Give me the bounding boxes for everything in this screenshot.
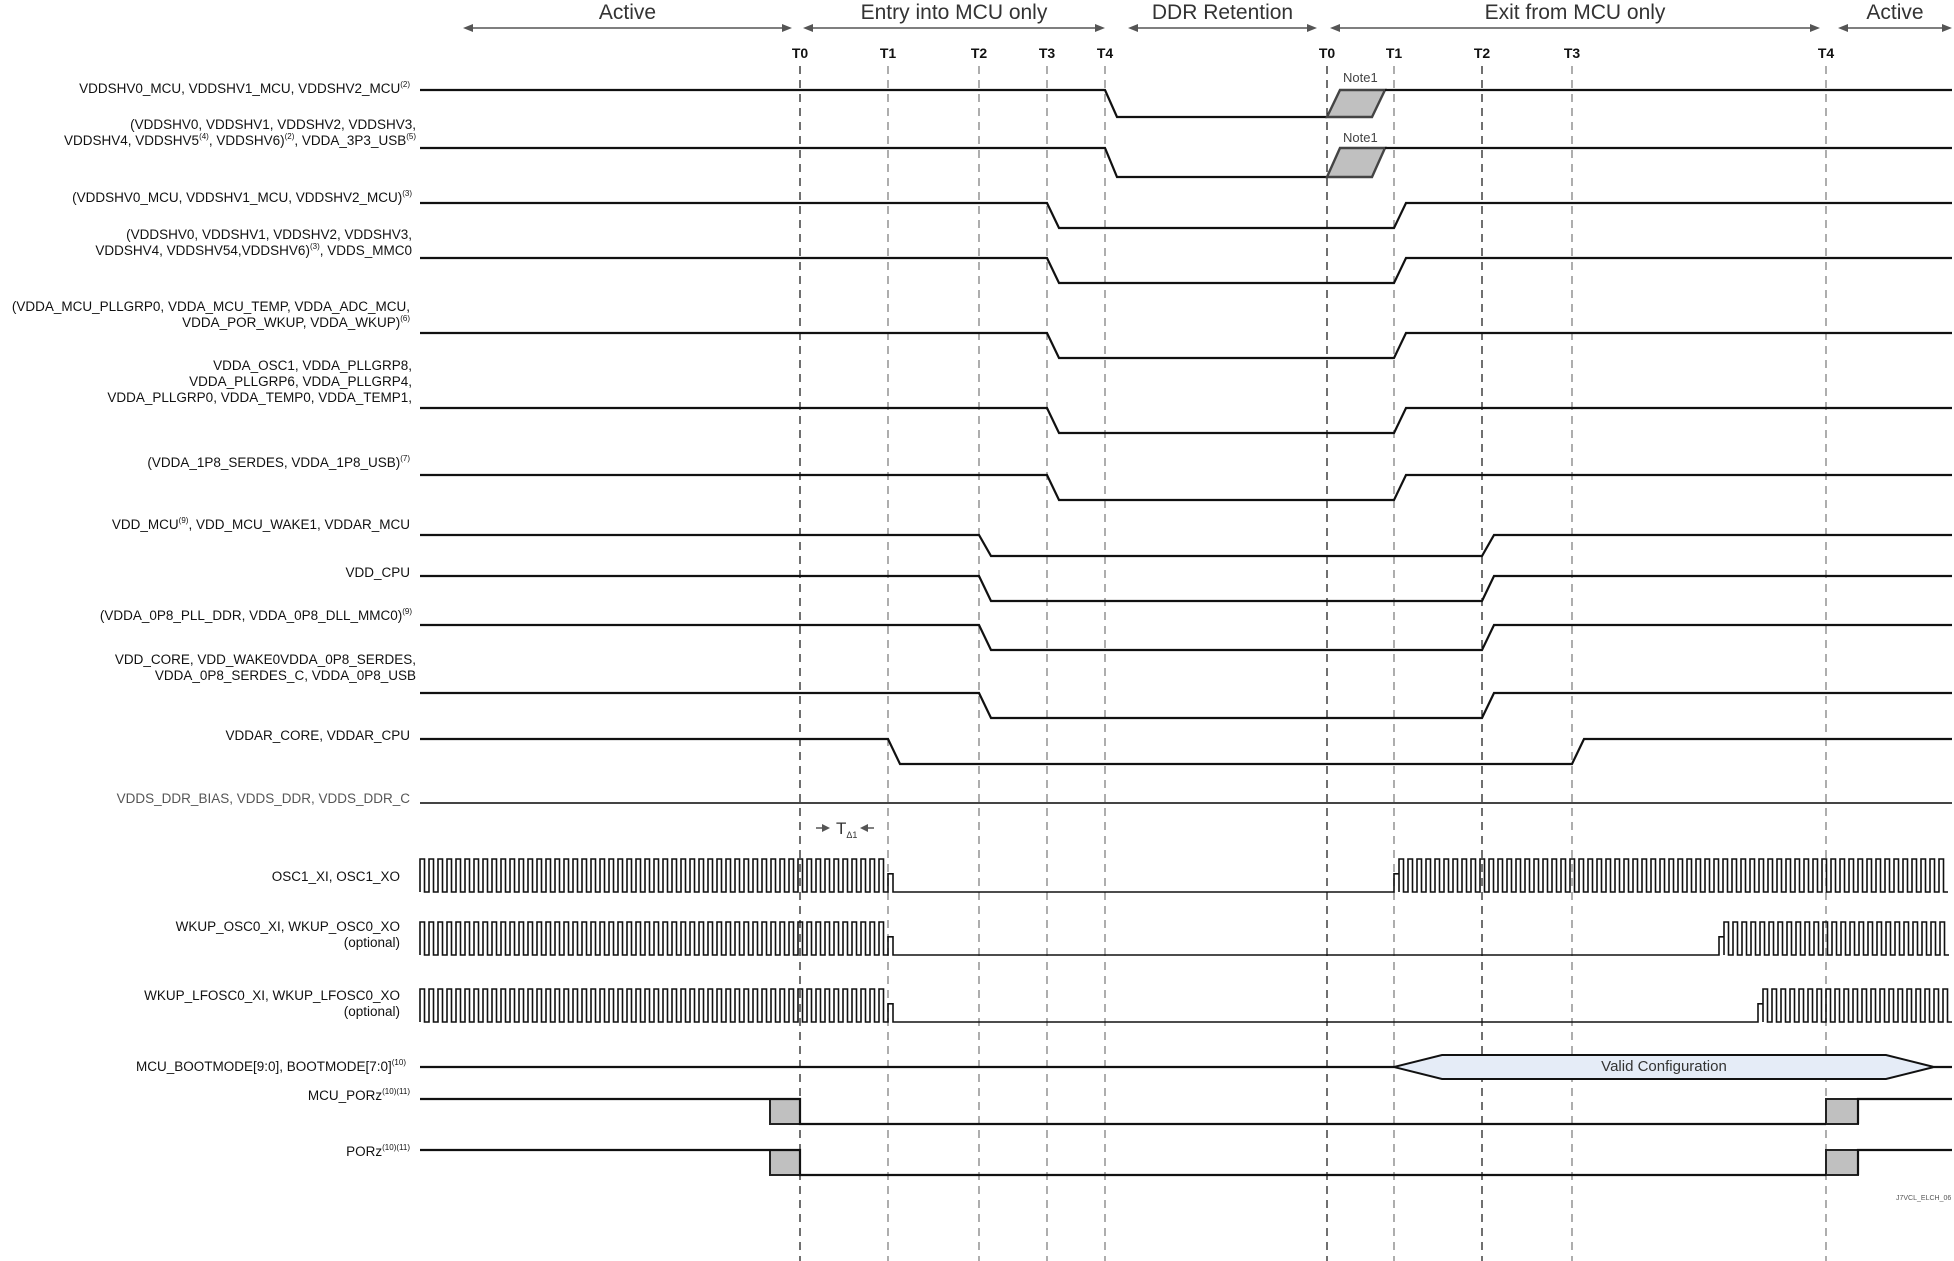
waveform-5	[420, 408, 1952, 433]
signal-label-vdd-core-line1: VDD_CORE, VDD_WAKE0VDDA_0P8_SERDES,	[114, 652, 416, 667]
reset-transition-box	[1826, 1150, 1858, 1175]
signal-label-vdds-ddr: VDDS_DDR_BIAS, VDDS_DDR, VDDS_DDR_C	[116, 791, 410, 806]
signal-label-vddshv-3-line1: (VDDSHV0, VDDSHV1, VDDSHV2, VDDSHV3,	[126, 227, 412, 242]
arrow-right-icon	[822, 824, 830, 832]
time-marker-t2: T2	[1473, 45, 1491, 61]
note1-region	[1327, 148, 1385, 177]
signal-label-wkup-osc0-line2: (optional)	[343, 935, 400, 950]
reset-transition-box	[770, 1099, 800, 1124]
signal-label-porz: PORz$^{(10)(11)}$	[346, 1143, 410, 1159]
waveform-17	[420, 1099, 1952, 1124]
time-marker-t0: T0	[791, 45, 809, 61]
signal-label-vdd-mcu: VDD_MCU$^{(9)}$, VDD_MCU_WAKE1, VDDAR_MCU	[111, 516, 410, 532]
waveform-1	[420, 148, 1952, 177]
signal-label-wkup-lfosc0-line2: (optional)	[343, 1004, 400, 1019]
signal-label-wkup-osc0-line1: WKUP_OSC0_XI, WKUP_OSC0_XO	[175, 919, 400, 934]
reset-transition-box	[1826, 1099, 1858, 1124]
figure-id: J7VCL_ELCH_06	[1896, 1195, 1952, 1202]
signal-label-bootmode: MCU_BOOTMODE[9:0], BOOTMODE[7:0]$^{(10)}$	[135, 1058, 406, 1074]
arrow-right-icon	[1942, 24, 1952, 32]
waveform-7	[420, 535, 1952, 556]
waveform-13	[420, 859, 1948, 892]
waveform-2	[420, 203, 1952, 228]
arrow-left-icon	[1330, 24, 1340, 32]
time-marker-t1: T1	[1385, 45, 1403, 61]
signal-label-vdda-osc-line1: VDDA_OSC1, VDDA_PLLGRP8,	[213, 358, 412, 373]
signal-label-vdd-cpu: VDD_CPU	[345, 565, 410, 580]
time-marker-t3: T3	[1563, 45, 1581, 61]
signal-label-vddshv-3-line2: VDDSHV4, VDDSHV54,VDDSHV6)$^{(3)}$, VDDS_MMC0	[95, 242, 412, 258]
phase-arrows	[463, 1, 1952, 32]
note1-label-bottom: Note1	[1343, 130, 1378, 145]
waveform-4	[420, 333, 1952, 358]
signal-label-vdda-0p8: (VDDA_0P8_PLL_DDR, VDDA_0P8_DLL_MMC0)$^{(9)}$	[99, 607, 412, 623]
signal-label-osc1: OSC1_XI, OSC1_XO	[271, 869, 400, 884]
phase-label-4: Active	[1866, 1, 1924, 24]
arrow-right-icon	[1095, 24, 1105, 32]
signal-labels	[12, 80, 416, 1159]
time-marker-t3: T3	[1038, 45, 1056, 61]
arrow-left-icon	[463, 24, 473, 32]
signal-label-vddshv-line1: (VDDSHV0, VDDSHV1, VDDSHV2, VDDSHV3,	[130, 117, 416, 132]
phase-label-0: Active	[598, 1, 657, 24]
signal-label-mcu-porz: MCU_PORz$^{(10)(11)}$	[307, 1087, 410, 1103]
signal-label-vdda-mcu-line1: (VDDA_MCU_PLLGRP0, VDDA_MCU_TEMP, VDDA_ADC_MCU,	[11, 299, 410, 314]
waveforms	[420, 90, 1952, 1175]
arrow-left-icon	[1128, 24, 1138, 32]
t-delta1-marker	[816, 819, 874, 840]
time-marker-t4: T4	[1096, 45, 1114, 61]
phase-label-1: Entry into MCU only	[860, 1, 1048, 24]
waveform-6	[420, 475, 1952, 500]
signal-label-vdd-core-line2: VDDA_0P8_SERDES_C, VDDA_0P8_USB	[154, 668, 416, 683]
signal-label-vddshv-line2: VDDSHV4, VDDSHV5$^{(4)}$, VDDSHV6)$^{(2)}$, VDDA_3P3_USB$^{(5)}$	[64, 132, 416, 148]
signal-label-vdda-osc-line2: VDDA_PLLGRP6, VDDA_PLLGRP4,	[189, 374, 412, 389]
waveform-10	[420, 693, 1952, 718]
note1-label-top: Note1	[1343, 70, 1378, 85]
signal-label-vdda-osc-line3: VDDA_PLLGRP0, VDDA_TEMP0, VDDA_TEMP1,	[107, 390, 412, 405]
waveform-15	[420, 989, 1952, 1022]
phase-label-2: DDR Retention	[1151, 1, 1294, 24]
waveform-3	[420, 258, 1952, 283]
reset-transition-box	[770, 1150, 800, 1175]
arrow-left-icon	[803, 24, 813, 32]
signal-label-vddshv-mcu-3: (VDDSHV0_MCU, VDDSHV1_MCU, VDDSHV2_MCU)$^{(3)}$	[72, 189, 412, 205]
arrow-right-icon	[782, 24, 792, 32]
time-marker-t1: T1	[879, 45, 897, 61]
signal-label-vddar-core: VDDAR_CORE, VDDAR_CPU	[225, 728, 410, 743]
waveform-14	[420, 922, 1949, 955]
time-marker-t0: T0	[1318, 45, 1336, 61]
valid-configuration-label: Valid Configuration	[1601, 1058, 1727, 1075]
time-marker-t4: T4	[1817, 45, 1835, 61]
waveform-18	[420, 1150, 1952, 1175]
waveform-9	[420, 625, 1952, 650]
t-delta1-label: $T_{\Delta 1}$	[836, 819, 858, 840]
arrow-left-icon	[860, 824, 868, 832]
arrow-left-icon	[1838, 24, 1848, 32]
phase-label-3: Exit from MCU only	[1484, 1, 1666, 24]
note1-region	[1327, 90, 1385, 117]
signal-label-vddshv-mcu: VDDSHV0_MCU, VDDSHV1_MCU, VDDSHV2_MCU$^{(2)}$	[79, 80, 410, 96]
signal-label-vdda-mcu-line2: VDDA_POR_WKUP, VDDA_WKUP)$^{(6)}$	[182, 314, 410, 330]
waveform-0	[420, 90, 1952, 117]
time-marker-t2: T2	[970, 45, 988, 61]
arrow-right-icon	[1810, 24, 1820, 32]
signal-label-vdda-1p8: (VDDA_1P8_SERDES, VDDA_1P8_USB)$^{(7)}$	[147, 454, 410, 470]
waveform-8	[420, 576, 1952, 601]
signal-label-wkup-lfosc0-line1: WKUP_LFOSC0_XI, WKUP_LFOSC0_XO	[144, 988, 400, 1003]
waveform-11	[420, 739, 1952, 764]
arrow-right-icon	[1307, 24, 1317, 32]
